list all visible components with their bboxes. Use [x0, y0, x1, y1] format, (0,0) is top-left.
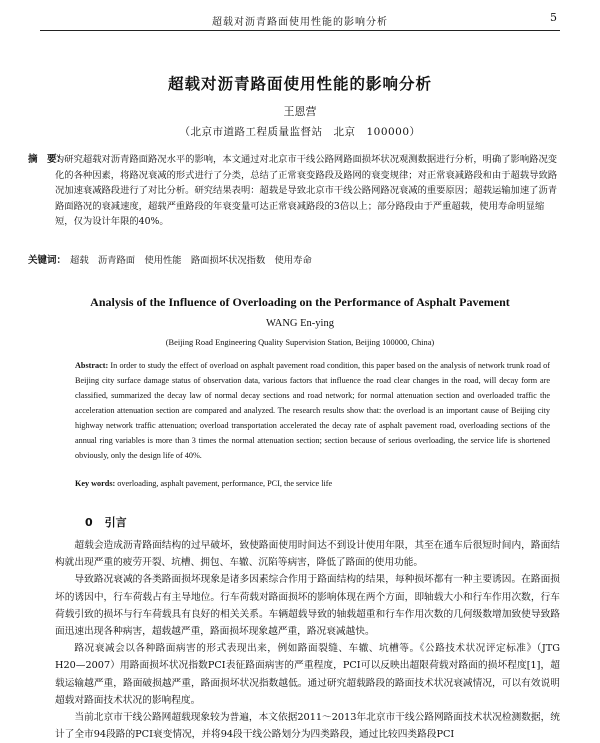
english-abstract	[75, 358, 550, 463]
english-author: WANG En-ying	[266, 318, 334, 329]
section-number: 0	[85, 516, 93, 529]
section-heading	[85, 514, 139, 530]
body-paragraph: 当前北京市干线公路网超载现象较为普遍，本文依据2011～2013年北京市干线公路网路面技术状况检测数据，统计了全市94段路的PCI衰变情况，并将94段干线公路划分为四类路段，通过比较四类路段PCI	[55, 712, 560, 741]
english-keywords-label: Key words:	[75, 479, 116, 488]
english-affiliation: (Beijing Road Engineering Quality Supervision Station, Beijing 100000, China)	[165, 338, 435, 347]
chinese-keywords-text: 超载 沥青路面 使用性能 路面损坏状况指数 使用寿命	[70, 255, 312, 266]
english-abstract-text: In order to study the effect of overload on asphalt pavement road condition, this paper based on the analysis of network trunk road of Beijing city surface damage status of observation data, various factors that influence the road clear changes in the road, will decay form are classified, summarized the decay law of normal decay sections and road network; for normal attenuation section and overloaded traffic the acceleration attenuation section are compared and analyzed. The research results show that: the overload is an important cause of Beijing city highway network traffic attenuation; overload transportation accelerated the decay rate of asphalt pavement road, overloading sections of the annual ring variables is more than 3 times the normal attenuation section; section because of serious overloading, the service life is shortened obviously, only the design life of 40%.	[75, 361, 550, 460]
running-title: 超载对沥青路面使用性能的影响分析	[212, 17, 388, 28]
english-keywords-text: overloading, asphalt pavement, performance, PCI, the service life	[115, 479, 333, 488]
page-number: 5	[550, 11, 558, 24]
english-abstract-label: Abstract:	[75, 361, 109, 370]
running-header	[40, 8, 560, 31]
chinese-title: 超载对沥青路面使用性能的影响分析	[167, 75, 432, 93]
chinese-abstract	[28, 152, 560, 230]
chinese-abstract-label: 摘 要：	[28, 154, 67, 165]
english-title: Analysis of the Influence of Overloading on the Performance of Asphalt Pavement	[90, 295, 510, 309]
body-paragraph: 路况衰减会以各种路面病害的形式表现出来，例如路面裂缝、车辙、坑槽等。《公路技术状况评定标准》（JTG H20—2007）用路面损坏状况指数PCI表征路面病害的严重程度，PCI可以反映出超限荷载对路面的损坏程度[1]，超载运输越严重，路面破损越严重，路面损坏状况指数越低。通过研究超载路段的路面技术状况衰减情况，可以有效说明超载对路面技术状况的影响程度。	[55, 643, 560, 706]
chinese-affiliation: （北京市道路工程质量监督站 北京 100000）	[179, 126, 421, 138]
body-paragraph: 导致路况衰减的各类路面损坏现象是诸多因素综合作用于路面结构的结果，每种损坏都有一种主要诱因。在路面损坏的诱因中，行车荷载占有主导地位。行车荷载对路面损坏的影响体现在两个方面，即轴载大小和行车作用次数，行车荷载引致的损坏与行车荷载具有良好的相关关系。车辆超载导致的轴载超重和行车作用次数的几何级数增加致使导致路面迅速出现各种病害，超载越严重，路面损坏现象越严重，路况衰减越快。	[55, 574, 560, 638]
chinese-keywords	[28, 252, 560, 266]
body-text	[55, 537, 560, 743]
body-paragraph: 超载会造成沥青路面结构的过早破坏，致使路面使用时间达不到设计使用年限，其至在通车后很短时间内，路面结构就出现严重的疲劳开裂、坑槽、拥包、车辙、沉陷等病害，降低了路面的使用功能。	[55, 540, 560, 569]
chinese-author: 王恩营	[283, 105, 317, 118]
chinese-keywords-label: 关键词：	[28, 255, 67, 266]
chinese-abstract-text: 为研究超载对沥青路面路况水平的影响，本文通过对北京市干线公路网路面损坏状况观测数据进行分析，明确了影响路况变化的各种因素，将路况衰减的形式进行了分类，总结了正常衰变路段及路网的衰变规律；对正常衰减路段和由于超载导致路况加速衰减路段进行了对比分析。研究结果表明：超载是导致北京市干线公路网路况衰减的重要原因；超载运输加速了沥青路面路况的衰减速度，超载严重路段的年衰变量可达正常衰减路段的3倍以上；部分路段由于严重超载，使用寿命明显缩短，仅为设计年限的40%。	[55, 154, 558, 228]
english-keywords	[75, 479, 550, 488]
section-title: 引言	[104, 516, 127, 529]
